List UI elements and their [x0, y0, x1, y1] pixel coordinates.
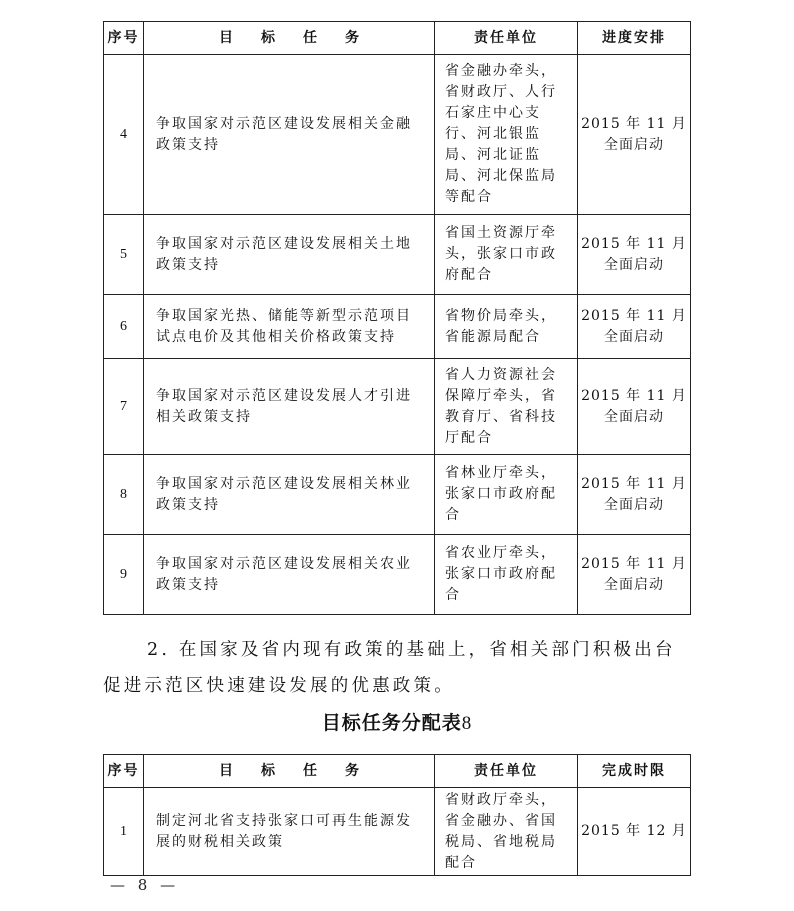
header-schedule: 进度安排: [578, 22, 691, 55]
row-task: 争取国家对示范区建设发展相关农业政策支持: [144, 535, 435, 615]
table-row: [104, 359, 691, 455]
row-no: 6: [104, 295, 144, 359]
table-caption: [0, 708, 794, 735]
row-no: 7: [104, 359, 144, 455]
header-task: 目标任务: [144, 22, 435, 55]
row-no: 8: [104, 455, 144, 535]
table-row: [104, 295, 691, 359]
row-task: 争取国家对示范区建设发展相关金融政策支持: [144, 55, 435, 215]
row-no: 9: [104, 535, 144, 615]
caption-text: 目标任务分配表: [321, 712, 462, 734]
target-task-table-8: [103, 754, 691, 876]
row-no: 4: [104, 55, 144, 215]
header-task: 目标任务: [144, 755, 435, 788]
header-no: 序号: [104, 22, 144, 55]
header-deadline: 完成时限: [578, 755, 691, 788]
policy-paragraph: 2. 在国家及省内现有政策的基础上，省相关部门积极出台促进示范区快速建设发展的优惠政策。: [103, 640, 676, 696]
row-unit: 省人力资源社会保障厅牵头，省教育厅、省科技厅配合: [435, 359, 578, 455]
row-unit: 省农业厅牵头，张家口市政府配合: [435, 535, 578, 615]
table-header-row: [104, 755, 691, 788]
page-number: — 8 —: [110, 876, 180, 894]
row-unit: 省国土资源厅牵头，张家口市政府配合: [435, 215, 578, 295]
row-task: 争取国家光热、储能等新型示范项目试点电价及其他相关价格政策支持: [144, 295, 435, 359]
header-no: 序号: [104, 755, 144, 788]
table-row: [104, 535, 691, 615]
target-task-table-7-continued: [103, 21, 691, 615]
row-unit: 省金融办牵头，省财政厅、人行石家庄中心支行、河北银监局、河北证监局、河北保监局等配合: [435, 55, 578, 215]
header-unit: 责任单位: [435, 755, 578, 788]
row-task: 争取国家对示范区建设发展相关林业政策支持: [144, 455, 435, 535]
row-unit: 省财政厅牵头，省金融办、省国税局、省地税局配合: [435, 788, 578, 876]
row-schedule: 2015 年 11 月全面启动: [578, 55, 691, 215]
row-schedule: 2015 年 11 月全面启动: [578, 295, 691, 359]
table-row: [104, 788, 691, 876]
row-schedule: 2015 年 11 月全面启动: [578, 215, 691, 295]
row-unit: 省物价局牵头，省能源局配合: [435, 295, 578, 359]
row-schedule: 2015 年 11 月全面启动: [578, 535, 691, 615]
table-row: [104, 55, 691, 215]
row-no: 1: [104, 788, 144, 876]
row-deadline: 2015 年 12 月: [578, 788, 691, 876]
row-task: 争取国家对示范区建设发展相关土地政策支持: [144, 215, 435, 295]
table-row: [104, 215, 691, 295]
caption-number: 8: [461, 713, 473, 734]
row-schedule: 2015 年 11 月全面启动: [578, 359, 691, 455]
row-task: 争取国家对示范区建设发展人才引进相关政策支持: [144, 359, 435, 455]
row-no: 5: [104, 215, 144, 295]
header-unit: 责任单位: [435, 22, 578, 55]
table-row: [104, 455, 691, 535]
row-unit: 省林业厅牵头，张家口市政府配合: [435, 455, 578, 535]
row-task: 制定河北省支持张家口可再生能源发展的财税相关政策: [144, 788, 435, 876]
row-schedule: 2015 年 11 月全面启动: [578, 455, 691, 535]
table-header-row: [104, 22, 691, 55]
